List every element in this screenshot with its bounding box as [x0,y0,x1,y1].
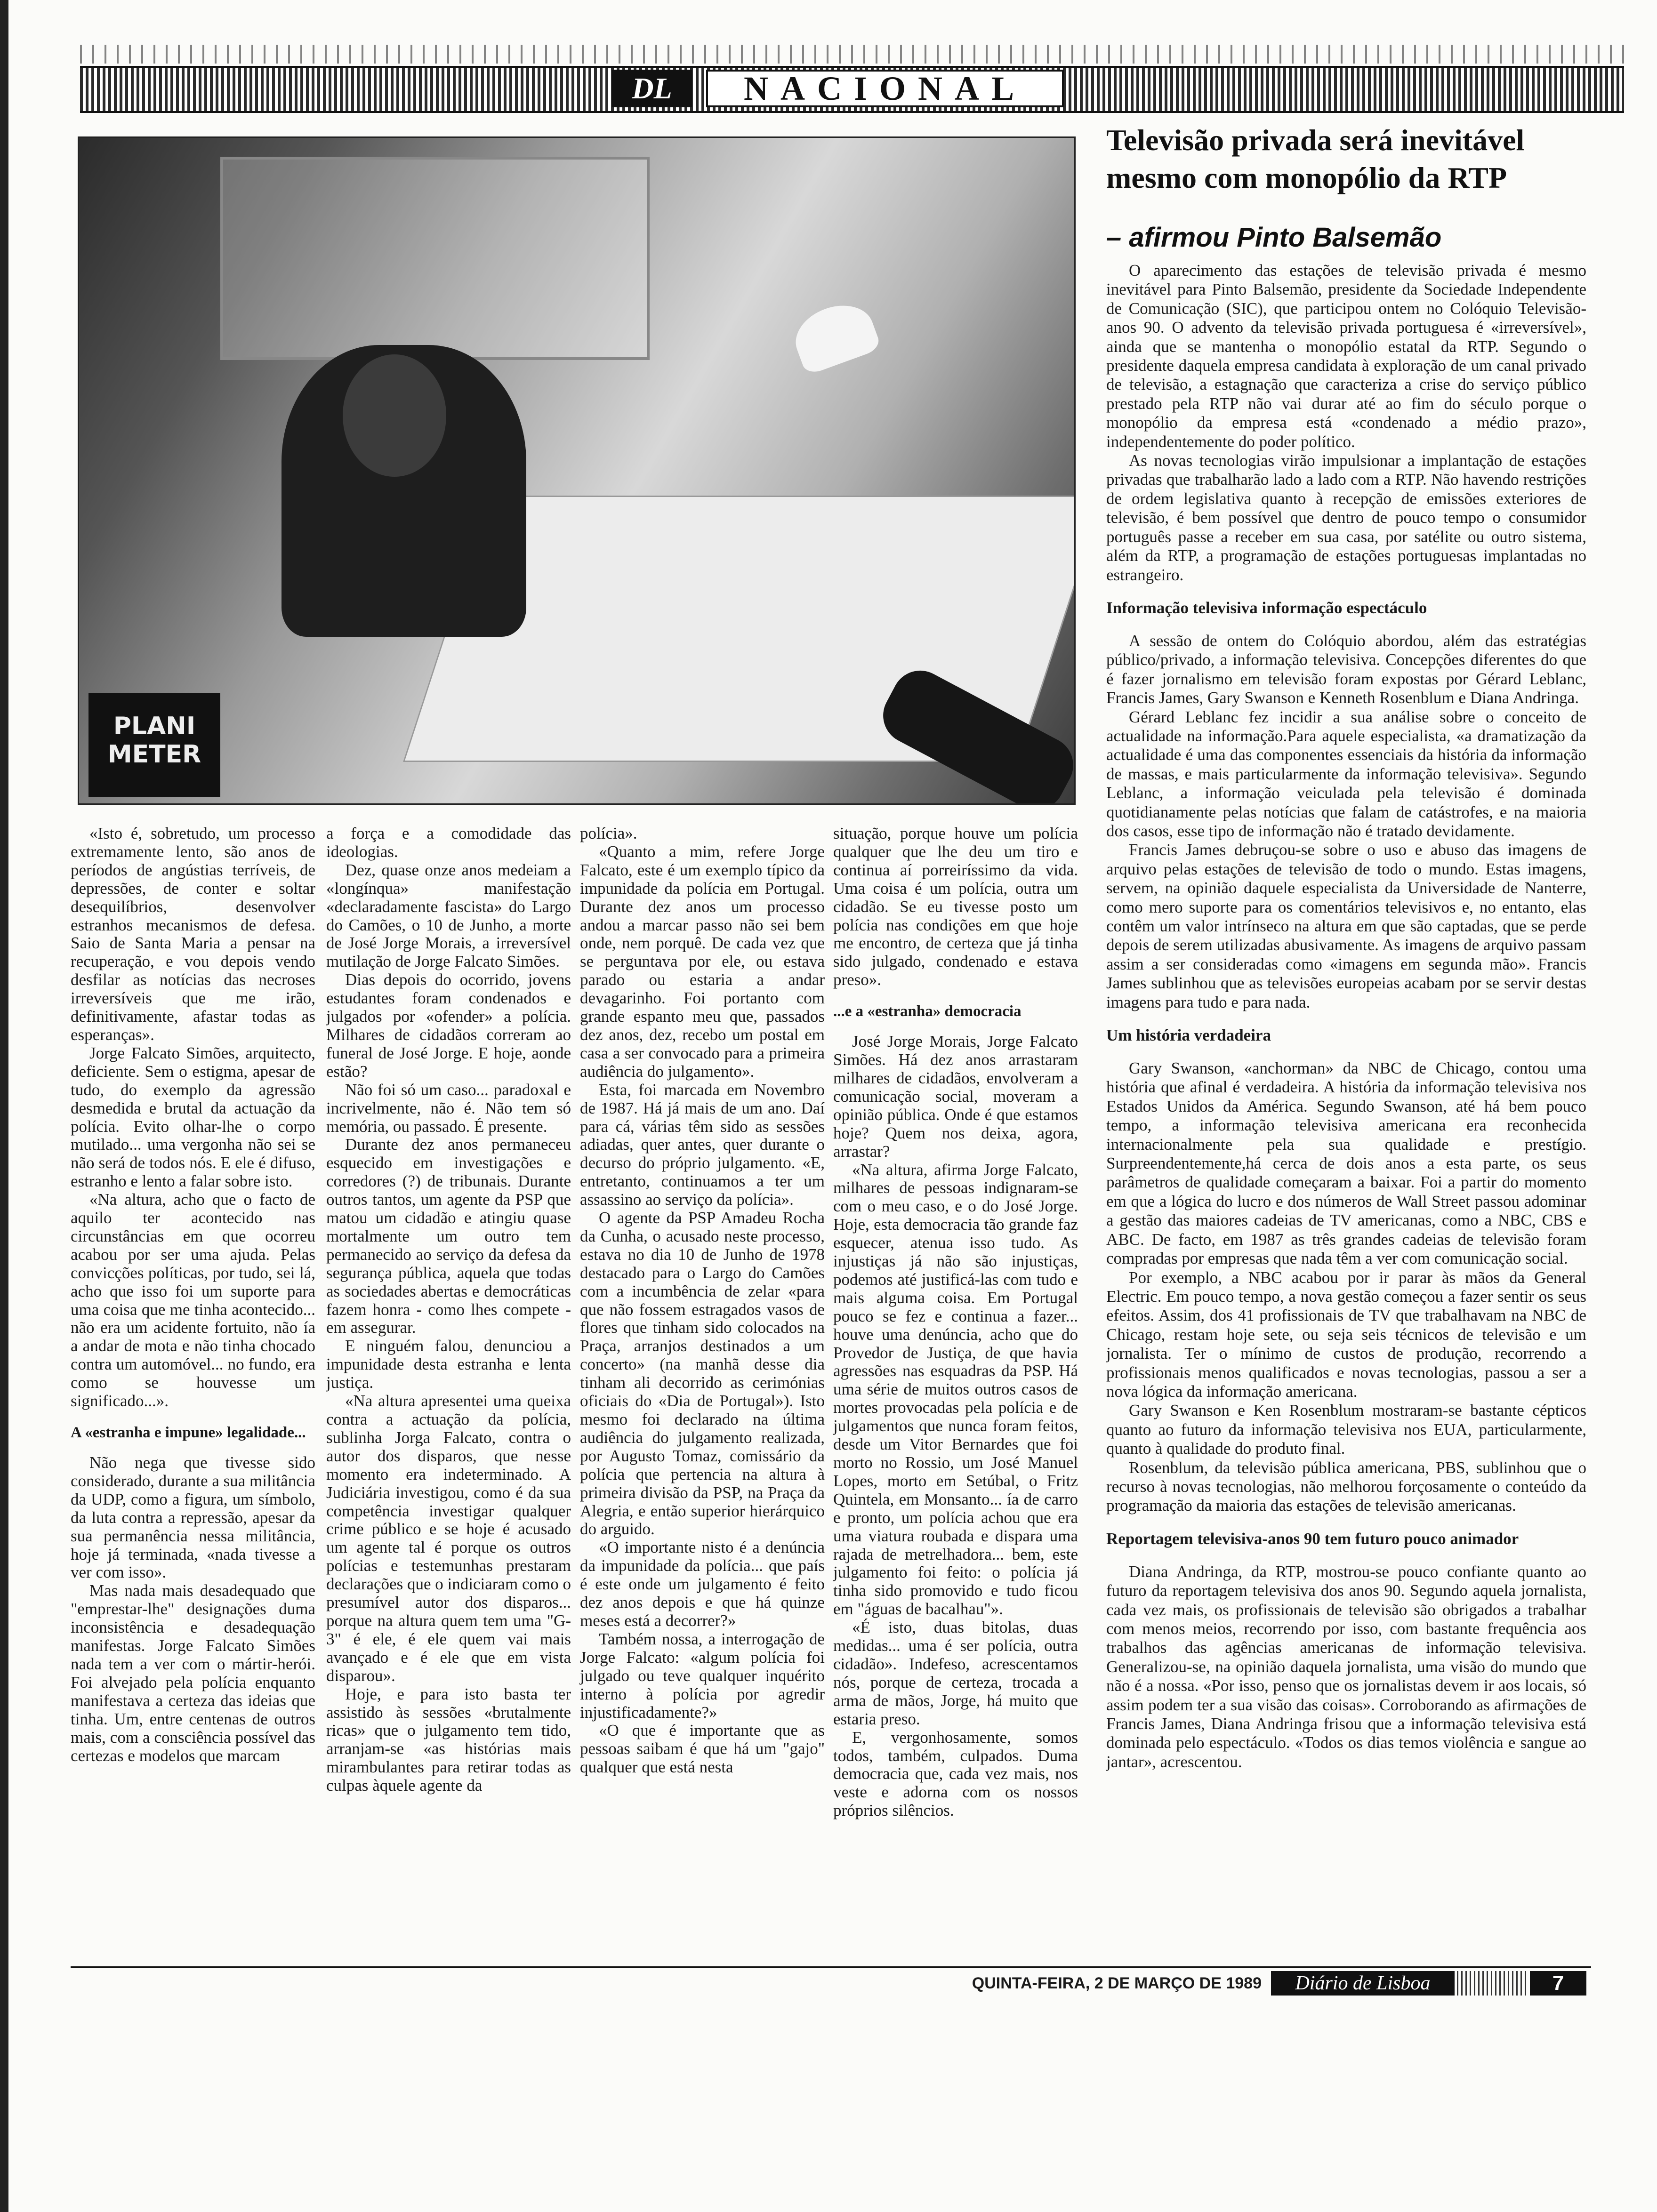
paragraph: «Isto é, sobretudo, um processo extremamente lento, são anos de períodos de angústias terríveis, de depressões, de conter e soltar desequilíbrios, desenvolver estranhos mecanismos de defesa. Saio de Santa Maria a pensar na recuperação, e vou depois vendo desfilar as notícias das necroses irreversíveis que me irão, definitivamente, afastar todas as esperanças». [71,824,315,1044]
paragraph: Hoje, e para isto basta ter assistido às sessões «brutalmente ricas» que o julgamento tem tido, arranjam-se «as histórias mais mirambulantes para retirar todas as culpas àquele agente da [326,1684,571,1795]
header-tick-strip [80,45,1624,64]
paragraph: «O importante nisto é a denúncia da impunidade da polícia... que país é este onde um julgamento é feito dez anos depois e que há quinze meses está a decorrer?» [580,1538,825,1630]
paragraph: Rosenblum, da televisão pública americana, PBS, sublinhou que o recurso à novas tecnologias, não melhorou forçosamente o conteúdo da programação da maioria das estações de televisão americanas. [1106,1458,1586,1515]
section-heading: Informação televisiva informação espectáculo [1106,598,1427,617]
paragraph: a força e a comodidade das ideologias. [326,824,571,861]
paragraph: Jorge Falcato Simões, arquitecto, deficiente. Sem o estigma, apesar de tudo, do exemplo da agressão desmedida e brutal da actuação da polícia. Evito olhar-lhe o corpo mutilado... uma vergonha não sei se não será de todos nós. E ele é difuso, estranho e lento a falar sobre isto. [71,1043,315,1191]
section-heading: Um história verdadeira [1106,1026,1271,1045]
section-heading: Reportagem televisiva-anos 90 tem futuro pouco animador [1106,1529,1519,1548]
footer-hatch [1457,1971,1528,1996]
right-article-body [1106,261,1586,1771]
left-article-column-1 [71,825,315,1765]
paragraph: Dias depois do ocorrido, jovens estudantes foram condenados e julgados por «ofender» a polícia. Milhares de cidadãos correram ao funeral de José Jorge. E hoje, aonde estão? [326,970,571,1081]
paragraph: Não nega que tivesse sido considerado, durante a sua militância da UDP, como a figura, um símbolo, da luta contra a repressão, apesar da sua permanência nessa militância, hoje já terminada, «nada tivesse a ver com isso». [71,1453,315,1582]
paragraph: Gary Swanson e Ken Rosenblum mostraram-se bastante cépticos quanto ao futuro da informação televisiva nos EUA, particularmente, quanto à qualidade do produto final. [1106,1401,1586,1458]
left-article-column-4 [833,825,1078,1820]
paragraph: A sessão de ontem do Colóquio abordou, além das estratégias público/privado, a informação televisiva. Concepções diferentes do que é fazer jornalismo em televisão foram expostas por Gérard Leblanc, Francis James, Gary Swanson e Kenneth Rosenblum e Diana Andringa. [1106,631,1586,707]
paragraph: Esta, foi marcada em Novembro de 1987. Há já mais de um ano. Daí para cá, várias têm sido as sessões adiadas, quer antes, quer durante o decurso do próprio julgamento. «E, entretanto, continuamos a ter um assassino ao serviço da polícia». [580,1080,825,1209]
paragraph: polícia». [580,824,637,842]
section-heading: ...e a «estranha» democracia [833,1003,1022,1020]
paragraph: O agente da PSP Amadeu Rocha da Cunha, o acusado neste processo, estava no dia 10 de Junho de 1978 destacado para o Largo do Camões com a incumbência de zelar «para que não fossem estragados vasos de flores que tinham sido colocados na Praça, arranjos destinados a um concerto» (na manhã desse dia tinham ali decorrido as cerimónias oficiais do «Dia de Portugal»). Isto mesmo foi declarado na última audiência do julgamento realizada, por Augusto Tomaz, comissário da polícia que pertencia na altura à primeira divisão da PSP, na Praça da Alegria, e então superior hierárquico do arguido. [580,1209,825,1539]
section-title: NACIONAL [706,70,1064,107]
paragraph: «Na altura, acho que o facto de aquilo ter acontecido nas circunstâncias em que ocorreu acabou por ser uma ajuda. Pelas convicções políticas, por tudo, sei lá, acho que isso foi um suporte para uma coisa que me tinha acontecido... não era um acidente fortuito, não ía a andar de mota e não tinha chocado contra um automóvel... no fundo, era como se houvesse um significado...». [71,1190,315,1411]
photo-lamp [788,296,882,376]
paragraph: Dez, quase onze anos medeiam a «longínqua» manifestação «declaradamente fascista» do Largo do Camões, o 10 de Junho, a morte de José Jorge Morais, a irreversível mutilação de Jorge Falcato Simões. [326,860,571,971]
article-headline: Televisão privada será inevitável mesmo com monopólio da RTP [1106,123,1525,194]
left-article-column-3 [580,825,825,1777]
section-heading: A «estranha e impune» legalidade... [71,1424,306,1441]
paragraph: «Na altura apresentei uma queixa contra a actuação da polícia, sublinha Jorga Falcato, contra o autor dos disparos, que nesse momento era indeterminado. A Judiciária investigou, como é da sua competência investigar qualquer crime público e se hoje é acusado um agente tal é porque os outros polícias e testemunhas prestaram declarações que o indiciaram como o presumível autor dos disparos... porque na altura quem tem uma "G-3" é ele, é ele quem vai mais avançado e é ele que em vista disparou». [326,1392,571,1685]
paragraph: «É isto, duas bitolas, duas medidas... uma é ser polícia, outra cidadão». Indefeso, acrescentamos nós, porque de certeza, trocada a arma de mãos, Jorge, há muito que estaria preso. [833,1618,1078,1728]
paragraph: Também nossa, a interrogação de Jorge Falcato: «algum polícia foi julgado ou teve qualquer inquérito interno à polícia por agredir injustificadamente?» [580,1629,825,1722]
footer-rule [71,1966,1591,1968]
paragraph: situação, porque houve um polícia qualquer que lhe deu um tiro e continua aí porreiríssimo da vida. Uma coisa é um polícia, outra um cidadão. Se eu tivesse posto um polícia nas condições em que hoje me encontro, de certeza que já tinha sido julgado, condenado e estava preso». [833,824,1078,989]
paragraph: E ninguém falou, denunciou a impunidade desta estranha e lenta justiça. [326,1337,571,1392]
photo-architect-head [343,354,446,477]
paragraph: E, vergonhosamente, somos todos, também, culpados. Duma democracia que, cada vez mais, nos veste e adorna com os nossos próprios silêncios. [833,1728,1078,1820]
paragraph: Mas nada mais desadequado que "emprestar-lhe" designações duma inconsistência e desadequação manifestas. Jorge Falcato Simões nada tem a ver com o mártir-herói. Foi alvejado pela polícia enquanto manifestava a certeza das ideias que tinha. Um, entre centenas de outros mais, com a consciência possível das certezas e modelos que marcam [71,1581,315,1765]
paragraph: O aparecimento das estações de televisão privada é mesmo inevitável para Pinto Balsemão, presidente da Sociedade Independente de Comunicação (SIC), que participou ontem no Colóquio Televisão-anos 90. O advento da televisão privada portuguesa é «irreversível», ainda que se mantenha o monopólio estatal da RTP. Segundo o presidente daquela empresa candidata à exploração de um canal privado de televisão, a estagnação que caracteriza a crise do serviço público prestado pela RTP não vai durar até ao fim do século porque o monopólio da empresa está «condenado a médio prazo», independentemente do poder político. [1106,261,1586,451]
footer-date: QUINTA-FEIRA, 2 DE MARÇO DE 1989 [972,1974,1262,1992]
header-logo: DL [612,70,692,107]
paragraph: As novas tecnologias virão impulsionar a implantação de estações privadas que trabalharão lado a lado com a RTP. Não havendo restrições de ordem legislativa quanto à recepção de emissões exteriores de televisão, é bem possível que dentro de pouco tempo o consumidor português passe a receber em sua casa, por satélite ou outro sistema, além da RTP, a programação de estações portuguesas implantadas no estrangeiro. [1106,451,1586,584]
paragraph: «Quanto a mim, refere Jorge Falcato, este é um exemplo típico da impunidade da polícia em Portugal. Durante dez anos um processo andou a marcar passo não sei bem onde, nem porquê. De cada vez que se perguntava por ele, ou estava parado ou estaria a andar devagarinho. Foi portanto com grande espanto meu que, passados dez anos, dez, recebo um postal em casa a ser convocado para a primeira audiência do julgamento». [580,842,825,1081]
footer-masthead: Diário de Lisboa [1271,1971,1455,1996]
paragraph: Gérard Leblanc fez incidir a sua análise sobre o conceito de actualidade na informação.Para aquele especialista, «a dramatização da actualidade é uma das componentes essenciais da história da informação de massas, e mais particularmente da informação televisiva». Segundo Leblanc, a informação veiculada pela televisão é dominada quotidianamente pelas notícias que falam de catástrofes, e na maioria dos casos, esse tipo de informação não é tratado devidamente. [1106,707,1586,840]
left-article-column-2 [326,825,571,1795]
paragraph: Diana Andringa, da RTP, mostrou-se pouco confiante quanto ao futuro da reportagem televisiva dos anos 90. Segundo aquela jornalista, cada vez mais, os profissionais de televisão são obrigados a trabalhar com menos meios, recorrendo por isso, com bastante frequência aos trabalhos das agências americanas de informação televisiva. Generalizou-se, na opinião daquela jornalista, uma visão do mundo que não é a nossa. «Por isso, penso que os jornalistas devem ir aos locais, só assim podem ter a sua visão das coisas». Corroborando as afirmações de Francis James, Diana Andringa frisou que a informação televisiva está dominada pelo espectáculo. «Todos os dias temos violência e sangue ao jantar», acrescentou. [1106,1562,1586,1771]
paragraph: Francis James debruçou-se sobre o uso e abuso das imagens de arquivo pelas estações de televisão de todo o mundo. Estas imagens, servem, na opinião daquele especialista da Universidade de Nanterre, como mero suporte para os comentários televisivos e, no entanto, elas contêm um valor intrínseco na altura em que são captadas, que se perde depois de serem utilizadas abusivamente. As imagens de arquivo passam assim a ser consideradas como «imagens em segunda mão». Francis James sublinhou que as televisões europeias acabam por se servir destas imagens para tudo e para nada. [1106,841,1586,1011]
article-subheadline: – afirmou Pinto Balsemão [1106,222,1442,253]
paragraph: Durante dez anos permaneceu esquecido em investigações e corredores (?) de tribunais. Durante outros tantos, um agente da PSP que matou um cidadão e atingiu quase mortalmente um outro tem permanecido ao serviço da defesa da segurança pública, aquela que todas as sociedades abertas e democráticas fazem honra - como lhes compete - em assegurar. [326,1135,571,1337]
page-number: 7 [1530,1971,1586,1996]
article-photo [78,136,1076,805]
page-edge-shadow [0,0,8,2212]
paragraph: Gary Swanson, «anchorman» da NBC de Chicago, contou uma história que afinal é verdadeira. A história da informação televisiva nos Estados Unidos da América. Segundo Swanson, até há bem pouco tempo, a informação televisiva americana era reconhecida internacionalmente pela sua qualidade e prestígio. Surpreendentemente,há cerca de dois anos a esta parte, os seus parâmetros de qualidade começaram a baixar. Foi a partir do momento em que a lógica do lucro e dos números de Wall Street passou adominar a gestão das maiores cadeias de TV americanas, como a NBC, CBS e ABC. De facto, em 1987 as três grandes cadeias de televisão foram compradas por empresas que nada têm a ver com comunicação social. [1106,1059,1586,1268]
paragraph: José Jorge Morais, Jorge Falcato Simões. Há dez anos arrastaram milhares de cidadãos, envolveram a comunicação social, moveram a opinião pública. Onde é que estamos hoje? Quem nos deixa, agora, arrastar? [833,1032,1078,1161]
paragraph: «O que é importante que as pessoas saibam é que há um "gajo" qualquer que está nesta [580,1721,825,1777]
photo-sign: PLANI METER [88,693,220,797]
paragraph: «Na altura, afirma Jorge Falcato, milhares de pessoas indignaram-se com o meu caso, e o do José Jorge. Hoje, esta democracia tão grande faz esquecer, atenua isso tudo. As injustiças já não são injustiças, podemos até justificá-las com tudo e mais alguma coisa. Em Portugal pouco se fez e continua a fazer... houve uma denúncia, acho que do Provedor de Justiça, de que havia agressões nas esquadras da PSP. Há uma série de muitos outros casos de mortes provocadas pela polícia e de julgamentos que nunca foram feitos, desde um Vitor Bernardes que foi morto no Rossio, um José Manuel Lopes, morto em Setúbal, o Fritz Quintela, em Monsanto... ía de carro e pronto, um polícia achou que era uma viatura roubada e dispara uma rajada de metrelhadora... bem, este julgamento foi feito: o polícia já tinha sido promovido e tudo ficou em "águas de bacalhau"». [833,1160,1078,1619]
paragraph: Por exemplo, a NBC acabou por ir parar às mãos da General Electric. Em pouco tempo, a nova gestão começou a fazer sentir os seus efeitos. Assim, dos 41 profissionais de TV que trabalhavam na NBC de Chicago, restam hoje sete, ou seja seis técnicos de televisão e um jornalista. Ter o mínimo de custos de produção, recorrendo a profissionais menos qualificados e novas tecnologias, passou a ser a nova lógica da informação americana. [1106,1268,1586,1401]
photo-window [220,157,650,360]
paragraph: Não foi só um caso... paradoxal e incrivelmente, não é. Não tem só memória, ou passado. É presente. [326,1080,571,1136]
